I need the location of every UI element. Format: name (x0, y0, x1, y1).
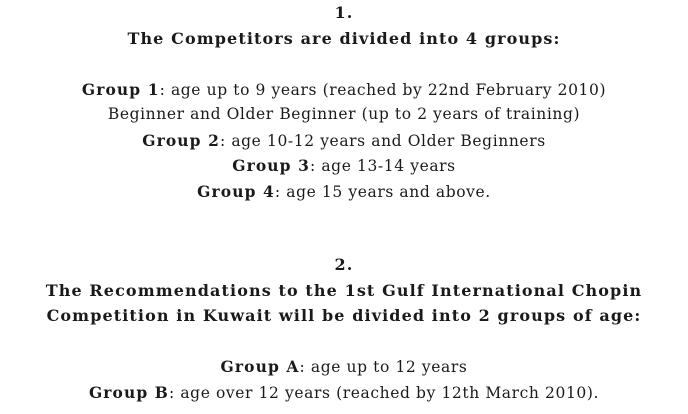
section-heading: The Competitors are divided into 4 groups: (127, 28, 561, 48)
spacer (0, 51, 688, 77)
section-number: 1. (334, 3, 354, 22)
group-label: Group 3 (232, 156, 310, 175)
group-line-1 (0, 77, 688, 103)
group-description: : age 13-14 years (309, 157, 456, 175)
group-line-4 (0, 179, 688, 205)
group-description: : age 10-12 years and Older Beginners (219, 131, 546, 150)
group-description: Beginner and Older Beginner (up to 2 years of training) (107, 105, 581, 123)
group-line-2 (0, 128, 688, 154)
group-line-b (0, 380, 688, 406)
group-label: Group 1 (81, 79, 160, 99)
section-competitor-groups (0, 0, 688, 204)
group-label: Group 4 (197, 181, 275, 201)
section-heading-line-1: The Recommendations to the 1st Gulf International Chopin (45, 280, 643, 300)
group-label: Group B (88, 382, 169, 402)
group-description: : age over 12 years (reached by 12th March 2010). (168, 383, 600, 402)
group-label: Group 2 (142, 130, 220, 150)
group-label: Group A (220, 357, 300, 376)
group-description: : age 15 years and above. (274, 182, 491, 201)
section-heading-line-2: Competition in Kuwait will be divided into 2 groups of age: (46, 306, 642, 325)
group-description: : age up to 9 years (reached by 22nd February 2010) (159, 80, 607, 99)
group-line-a (0, 354, 688, 380)
group-description: : age up to 12 years (299, 358, 468, 376)
group-line-3 (0, 153, 688, 179)
group-line-beginner (0, 102, 688, 128)
section-recommendation-groups (0, 252, 688, 405)
section-number: 2. (334, 255, 354, 274)
spacer (0, 329, 688, 355)
